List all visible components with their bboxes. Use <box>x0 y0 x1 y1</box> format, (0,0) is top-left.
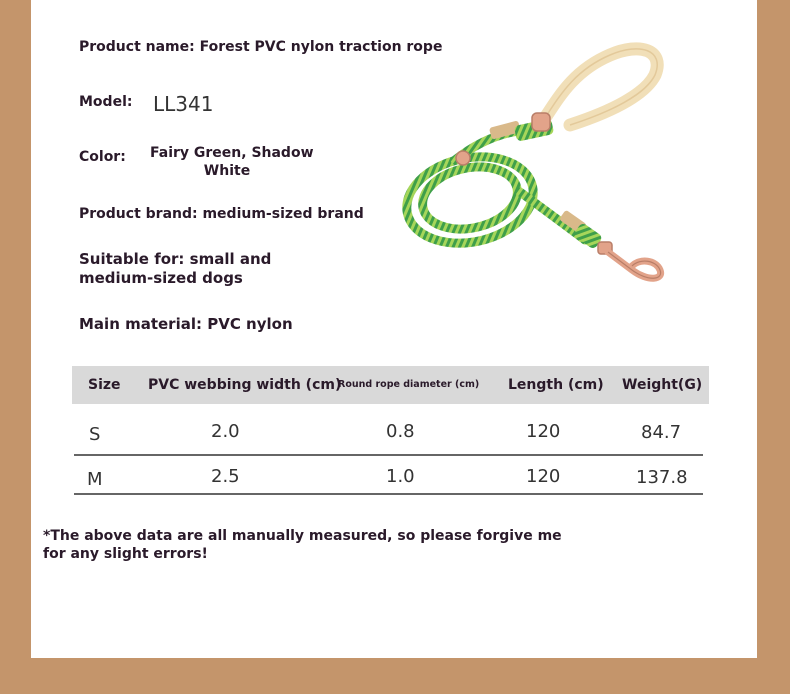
cell-pvc-width: 2.0 <box>211 421 240 442</box>
cell-weight: 137.8 <box>636 467 688 488</box>
suitable-line1: Suitable for: small and <box>79 250 272 268</box>
color-value-line1: Fairy Green, Shadow <box>150 145 314 161</box>
material-line: Main material: PVC nylon <box>79 315 293 333</box>
table-header <box>72 366 709 404</box>
color-label: Color: <box>79 149 126 165</box>
header-pvc-width: PVC webbing width (cm) <box>148 377 342 393</box>
cell-length: 120 <box>526 421 561 442</box>
cell-rope-diameter: 0.8 <box>386 421 415 442</box>
cell-rope-diameter: 1.0 <box>386 466 415 487</box>
note-line2: for any slight errors! <box>43 546 208 562</box>
model-value: LL341 <box>153 92 214 116</box>
cell-weight: 84.7 <box>641 422 682 443</box>
brand-line: Product brand: medium-sized brand <box>79 206 364 222</box>
suitable-line2: medium-sized dogs <box>79 269 243 287</box>
table-bottom-rule <box>74 493 703 495</box>
model-label: Model: <box>79 94 133 110</box>
header-weight: Weight(G) <box>622 377 703 393</box>
product-name: Product name: Forest PVC nylon traction rope <box>79 39 443 55</box>
header-rope-diameter: Round rope diameter (cm) <box>338 379 480 390</box>
color-value <box>150 144 314 180</box>
header-size: Size <box>88 377 121 393</box>
cell-length: 120 <box>526 466 561 487</box>
cell-size: S <box>89 424 101 445</box>
disclaimer-note <box>43 527 562 563</box>
cell-size: M <box>87 469 103 490</box>
leash-image <box>392 35 672 300</box>
note-line1: *The above data are all manually measured, so please forgive me <box>43 528 562 544</box>
cell-pvc-width: 2.5 <box>211 466 240 487</box>
row-divider <box>74 454 703 456</box>
header-length: Length (cm) <box>508 377 604 393</box>
color-value-line2: White <box>203 163 251 179</box>
